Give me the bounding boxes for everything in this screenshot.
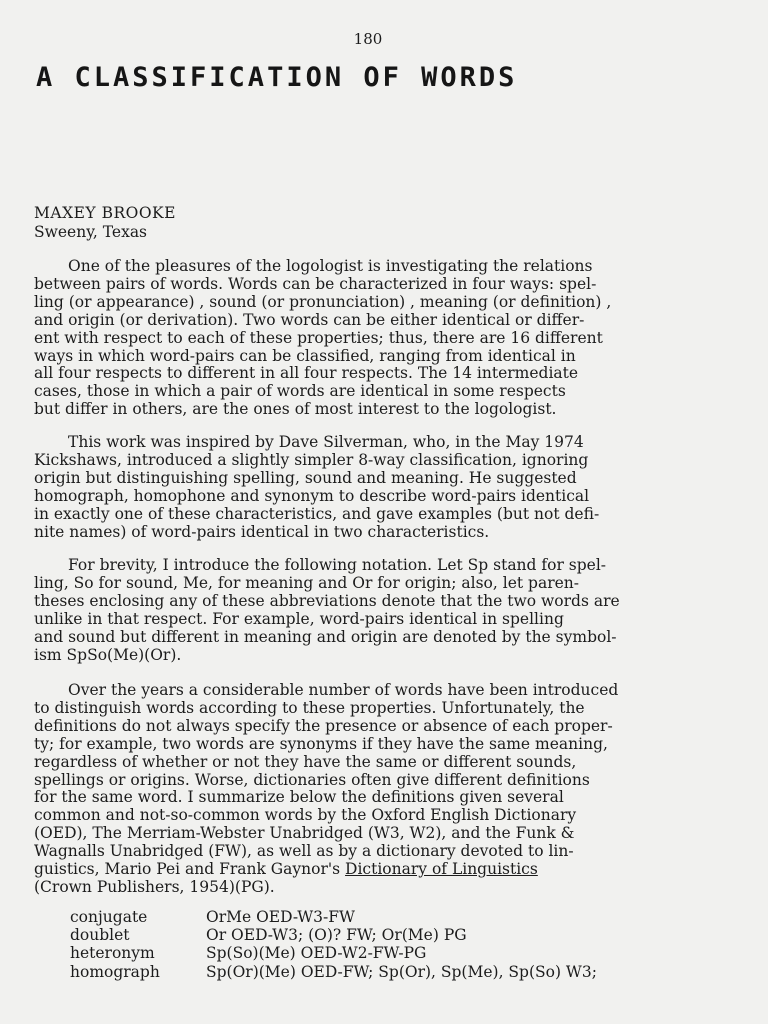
definition-row [70,908,597,926]
definition-value: Sp(Or)(Me) OED-FW; Sp(Or), Sp(Me), Sp(So) W3; [206,962,597,981]
text-line: to distinguish words according to these properties. Unfortunately, the [34,698,585,717]
text-line: between pairs of words. Words can be characterized in four ways: spel- [34,274,597,293]
text-line: (OED), The Merriam-Webster Unabridged (W3, W2), and the Funk & [34,824,575,843]
definition-row [70,926,597,944]
text-line: unlike in that respect. For example, word-pairs identical in spelling [34,609,564,628]
text-line: nite names) of word-pairs identical in two characteristics. [34,522,490,541]
text-line [34,861,754,879]
text-line: ism SpSo(Me)(Or). [34,645,182,664]
text-line: for the same word. I summarize below the definitions given several [34,788,564,807]
text-line: spellings or origins. Worse, dictionaries often give different definitions [34,770,590,789]
text-line: ent with respect to each of these properties; thus, there are 16 different [34,328,603,347]
definition-term: doublet [70,926,130,945]
text-line: Wagnalls Unabridged (FW), as well as by a dictionary devoted to lin- [34,842,574,861]
book-title: Dictionary of Linguistics [345,860,538,879]
definitions-list [70,908,597,981]
text-line: but differ in others, are the ones of most interest to the logologist. [34,400,557,419]
text-line: homograph, homophone and synonym to describe word-pairs identical [34,486,590,505]
text-line: origin but distinguishing spelling, sound and meaning. He suggested [34,468,577,487]
text-line: One of the pleasures of the logologist is investigating the relations [68,257,593,275]
text-line: This work was inspired by Dave Silverman, who, in the May 1974 [68,433,584,451]
author-location: Sweeny, Texas [34,223,148,241]
text-line: ling (or appearance) , sound (or pronunciation) , meaning (or definition) , [34,292,612,311]
author-name: MAXEY BROOKE [34,204,176,222]
definition-term: homograph [70,962,160,981]
definition-value: Sp(So)(Me) OED-W2-FW-PG [206,944,427,963]
text-line: and origin (or derivation). Two words can be either identical or differ- [34,310,585,329]
paragraph-3 [34,557,754,664]
text-line: theses enclosing any of these abbreviations denote that the two words are [34,591,620,610]
text-line: ling, So for sound, Me, for meaning and Or for origin; also, let paren- [34,573,579,592]
paragraph-4 [34,682,754,897]
text-line: regardless of whether or not they have the same or different sounds, [34,752,577,771]
text-line: Kickshaws, introduced a slightly simpler 8-way classification, ignoring [34,450,589,469]
definition-term: heteronym [70,944,155,963]
definition-value: Or OED-W3; (O)? FW; Or(Me) PG [206,926,467,945]
text-line: ways in which word-pairs can be classified, ranging from identical in [34,346,576,365]
definition-row [70,944,597,962]
definition-value: OrMe OED-W3-FW [206,908,355,926]
article-title: A CLASSIFICATION OF WORDS [36,62,518,93]
text-line: definitions do not always specify the presence or absence of each proper- [34,716,613,735]
text-line: and sound but different in meaning and origin are denoted by the symbol- [34,627,617,646]
definition-term: conjugate [70,908,148,926]
text-line: Over the years a considerable number of words have been introduced [68,681,619,699]
text-line: all four respects to different in all four respects. The 14 intermediate [34,364,579,383]
page-number: 180 [353,30,383,48]
definition-row [70,963,597,981]
text-line: cases, those in which a pair of words are identical in some respects [34,382,566,401]
text-line: ty; for example, two words are synonyms if they have the same meaning, [34,734,608,753]
text-line: (Crown Publishers, 1954)(PG). [34,877,275,896]
text-line: in exactly one of these characteristics, and gave examples (but not defi- [34,504,600,523]
paragraph-1 [34,258,754,419]
text-line: For brevity, I introduce the following notation. Let Sp stand for spel- [68,556,607,574]
paragraph-2 [34,434,754,541]
author-block [34,204,176,242]
text-line: common and not-so-common words by the Oxford English Dictionary [34,806,577,825]
text-segment: guistics, Mario Pei and Frank Gaynor's [34,860,346,879]
